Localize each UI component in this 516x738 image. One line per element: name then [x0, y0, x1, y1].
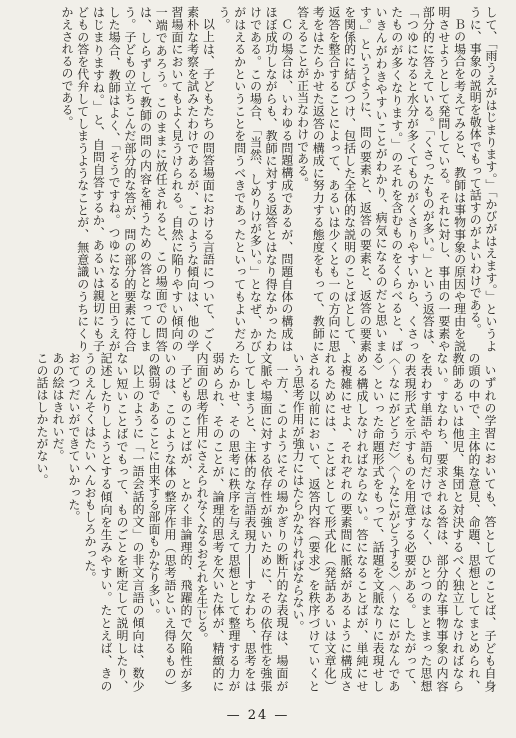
lower-paragraph-1: いずれの学習においても、答としてのことば、子ども自身の頭の中で、主体的な意見、命題、思想としてまとめられ、教師あるいは他児、集団と対決するべく独立しなければならない。すなわち、要求される答は、部分的な事物事象の内容を表わす単語や語句だけではなく、ひとつのまとまった思想の表現形式を示すものを用意する必要がある。したがって、〈〜なにがどうだ〉〈〜なにがどうする〉〈〜なにがなんである〉といった命題形式をもって、話題を文脈なりに表現せしめる構成しなければならない。答になることばが、単純にせよ複雑にせよ、それぞれの要素間に脈絡があるように構成されるためには、ことばとして形式化（発話あるいは文章化）される以前において、返答内容（要求）を秩序づけていくという思考作用が強力にはたらかなければならない。	[291, 352, 497, 692]
example-sentence-1: おてつだいができていかった。	[67, 352, 81, 523]
upper-paragraph-1: して、「雨うえがはじまります。」「かびがはえます。」というように、事象の説明を敬体でもって話すのがよいわけである。	[468, 6, 498, 352]
upper-paragraph-2: Ｂの場合を考えてみると、教師は事物事象の原因や理由を説明させようとして発問している。それに対し、事由の一要素や部分的に答えている。「くさったものが多い。」という返答は、「つゆになると水分が多くてものがくさりやすいから、くさったものが多くなります。」のそれを含むものをくらべると、ばいきんがわきやすいことがわかり、病気になるのだと思います。」というように、問の要素と、返答の要素と、返答の要素を関係的に結びつけ、包括した全体的な説明のことばとして、返答を整合することによって、あるいは少くとも一の方向に思考をはたらかせた返答の構成に努力する態度をもって、教師に答えることが正当なわけである。	[295, 6, 467, 352]
upper-paragraph-4: 以上は、子どもたちの問答場面における言語について、ごく素朴な考察を試みたわけであるが、このような傾向は、他の学習場面においてもよく見うけられる。自然に陥りやすい傾向の一端であろう。このままに放任されると、この場面での問答は、しらずして教師の問の内容を補うための答となってしまう。子どもの立ちこんだ部分的な答が、問の部分的要素に符合した場合、教師はよく、「そうですね。つゆになると田うえがはじまりますね。」と、自問自答するか、あるいは親切にも子どもの答を代弁してしまうようなことが、無意識のうちにくりかえされるのである。	[60, 6, 216, 352]
upper-paragraph-3: Ｃの場合は、いわゆる問題構成であるが、問題自体の構成はほぼ成功しながらも、教師に対する返答とはなり得なかったわけである。この場合、「当然、しめりけが多い。」となぜ、かびがはえるかということを問うべきであったといってもよいだろう。	[217, 6, 294, 352]
example-sentence-2: あの絵はきれいだ。	[51, 352, 65, 462]
lower-paragraph-2: 一方、このようにその場かぎりの断片的な表現は、場面が文脈や場面に対する依存性が強いために、その依存性を強張してしまうと、主体的な言語表現力――すなわち、思考をはたらかせ、その思考に秩序を与えて思想として整理する力が弱められ、そのことが、論理的思考を欠いた体が、精緻的に内面の思考作用にさえられなくなるおそれを生じる。	[195, 352, 289, 692]
page-number: — 24 —	[226, 708, 290, 723]
upper-text-block	[8, 6, 498, 352]
lower-paragraph-4: 以上のように「一語会話的文」の非文言語の傾向は、数少ない短いことばでもって、ものごとを断定して説明したり、記述したりしようとする傾向を生みやすい。たとえば、きのうのえんそくはたいへんおもしろかった。	[83, 352, 145, 692]
lower-text-block	[10, 352, 498, 692]
example-sentence-3: この話はしかたがない。	[35, 352, 49, 487]
lower-paragraph-3: 子どものことばが、とかく非論理的、飛躍的で欠陥性が多いのは、このような体の整序作用（思考語といえ得るもの）の微弱であることに由来する部面もかなり多い。	[147, 352, 193, 692]
